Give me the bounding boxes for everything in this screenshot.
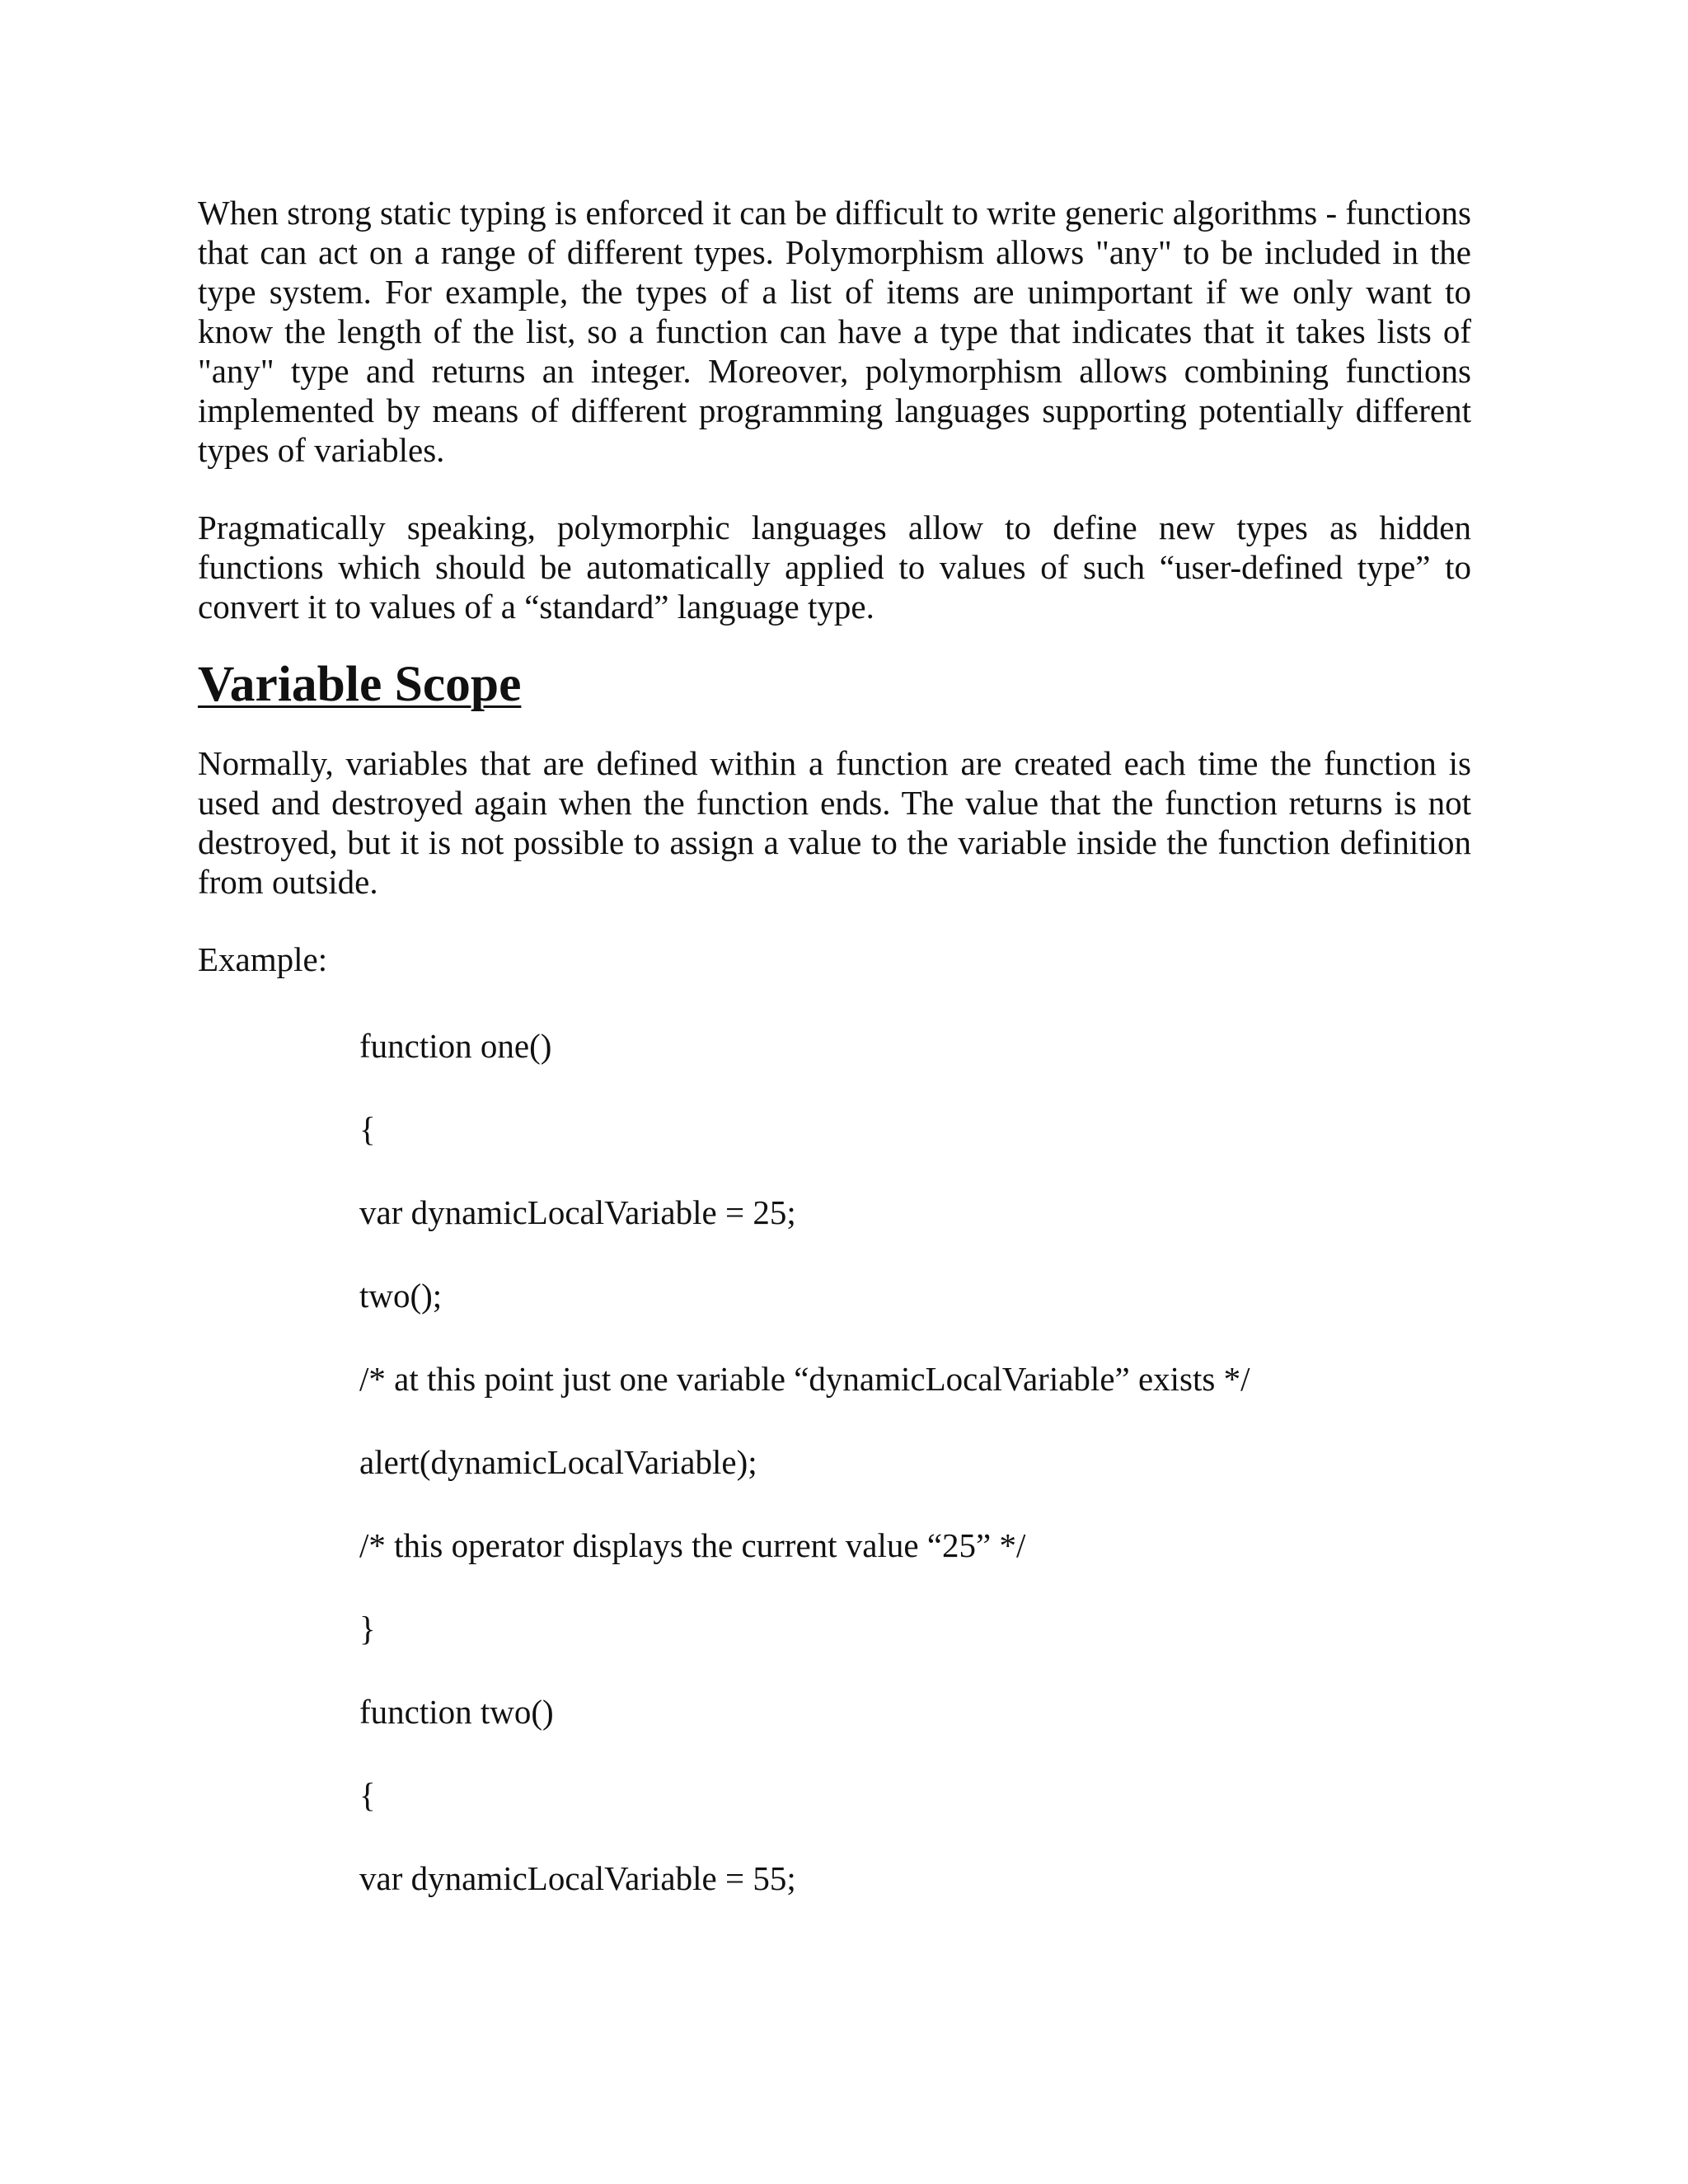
code-line: var dynamicLocalVariable = 55; <box>359 1859 796 1897</box>
code-line: { <box>359 1776 376 1814</box>
code-line: /* this operator displays the current value “25” */ <box>359 1526 1026 1564</box>
code-line: } <box>359 1610 376 1647</box>
code-line: alert(dynamicLocalVariable); <box>359 1443 757 1481</box>
code-line: var dynamicLocalVariable = 25; <box>359 1193 796 1231</box>
example-label: Example: <box>198 940 328 978</box>
code-line: /* at this point just one variable “dynamicLocalVariable” exists */ <box>359 1360 1250 1398</box>
code-line: two(); <box>359 1277 443 1315</box>
document-content <box>198 193 1471 1941</box>
variable-scope-paragraph: Normally, variables that are defined within a function are created each time the function is used and destroyed again when the function ends. The value that the function returns is not destroyed, but it is not possible to assign a value to the variable inside the function definition from outside. <box>198 744 1471 901</box>
section-heading-variable-scope: Variable Scope <box>198 656 522 712</box>
code-line: function one() <box>359 1027 552 1065</box>
code-line: function two() <box>359 1693 554 1731</box>
pragmatic-paragraph: Pragmatically speaking, polymorphic languages allow to define new types as hidden functions which should be automatically applied to values of such “user-defined type” to convert it to values of a “standard” language type. <box>198 509 1471 626</box>
code-example <box>359 1025 1471 1899</box>
polymorphism-paragraph: When strong static typing is enforced it can be difficult to write generic algorithms - functions that can act on a range of different types. Polymorphism allows "any" to be included in the type system. For example, the types of a list of items are unimportant if we only want to know the length of the list, so a function can have a type that indicates that it takes lists of "any" type and returns an integer. Moreover, polymorphism allows combining functions implemented by means of different programming languages supporting potentially different types of variables. <box>198 194 1471 469</box>
code-line: { <box>359 1110 376 1148</box>
